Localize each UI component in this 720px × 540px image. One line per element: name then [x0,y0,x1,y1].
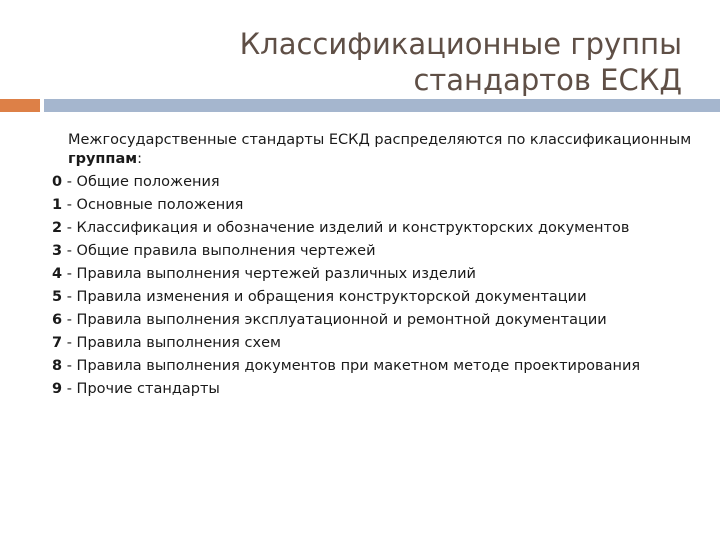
group-text: - Классификация и обозначение изделий и конструкторских документов [62,220,630,236]
group-item-1 [52,196,692,215]
group-number: 2 [52,220,63,236]
group-item-2 [52,219,692,238]
group-text: - Основные положения [62,197,244,213]
group-text: - Общие положения [62,174,220,190]
group-text: - Правила выполнения эксплуатационной и ремонтной документации [62,312,607,328]
group-text: - Общие правила выполнения чертежей [62,243,376,259]
accent-bar [0,99,40,112]
intro-text: Межгосударственные стандарты ЕСКД распределяются по классификационным [68,132,692,148]
group-number: 8 [52,358,63,374]
group-number: 5 [52,289,63,305]
group-text: - Правила изменения и обращения конструкторской документации [62,289,587,305]
group-item-8 [52,357,692,376]
group-item-3 [52,242,692,261]
content-body [52,131,692,403]
divider-bar [44,99,720,112]
group-number: 7 [52,335,63,351]
group-item-5 [52,288,692,307]
group-item-7 [52,334,692,353]
group-text: - Правила выполнения чертежей различных изделий [62,266,476,282]
group-text: - Правила выполнения документов при макетном методе проектирования [62,358,641,374]
group-number: 6 [52,312,63,328]
group-text: - Прочие стандарты [62,381,220,397]
intro-colon: : [137,151,142,167]
title-line-1: Классификационные группы [239,27,682,61]
group-number: 0 [52,174,63,190]
title-line-2: стандартов ЕСКД [413,63,682,97]
group-number: 9 [52,381,63,397]
intro-paragraph [52,131,692,169]
group-number: 3 [52,243,63,259]
group-number: 4 [52,266,63,282]
group-item-6 [52,311,692,330]
group-item-9 [52,380,692,399]
group-item-0 [52,173,692,192]
group-text: - Правила выполнения схем [62,335,281,351]
intro-bold-word: группам [68,151,138,167]
group-item-4 [52,265,692,284]
group-number: 1 [52,197,63,213]
slide-title [122,26,682,98]
